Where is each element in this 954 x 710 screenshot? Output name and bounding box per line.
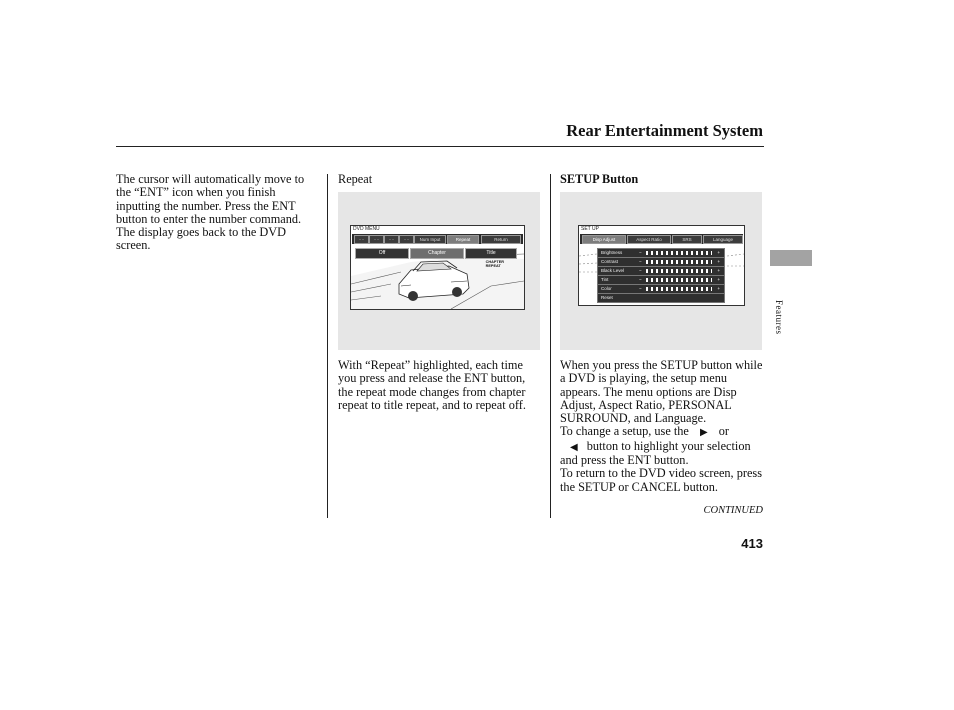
plus-icon[interactable]: + <box>717 268 720 273</box>
page-title: Rear Entertainment System <box>566 121 763 140</box>
chapter-repeat-indicator <box>486 260 504 268</box>
setup-description <box>560 359 770 494</box>
repeat-mode-row <box>355 248 517 259</box>
setup-title: SET UP <box>581 226 599 232</box>
level-bar <box>646 251 712 255</box>
return-button[interactable]: Return <box>481 235 521 244</box>
setup-toolbar <box>580 234 743 244</box>
repeat-screen-figure <box>338 192 540 350</box>
setup-button-heading: SETUP Button <box>560 172 639 186</box>
page-number: 413 <box>741 536 763 551</box>
level-bar <box>646 260 712 264</box>
setup-paragraph-1: When you press the SETUP button while a DVD is playing, the setup menu appears. The menu options are Disp Adjust, Aspect Ratio, PERSONAL SURROUND, and Language. <box>560 358 763 426</box>
repeat-chapter-option[interactable]: Chapter <box>410 248 464 259</box>
repeat-off-option[interactable]: Off <box>355 248 409 259</box>
setting-label: Tint <box>601 277 609 282</box>
dvd-dot-button-3[interactable]: ···· <box>384 235 399 244</box>
plus-icon[interactable]: + <box>717 277 720 282</box>
column-divider-1 <box>327 174 328 518</box>
num-input-button[interactable]: Num Input <box>414 235 446 244</box>
disp-adjust-tab[interactable]: Disp Adjust <box>582 235 626 244</box>
setup-menu-screen <box>578 225 745 306</box>
setup-p2-mid: or <box>718 424 730 439</box>
level-bar <box>646 278 712 282</box>
level-bar <box>646 287 712 291</box>
section-label: Features <box>774 300 784 335</box>
setup-p2-after: button to highlight your selection and press the ENT button. <box>560 438 751 468</box>
language-tab[interactable]: Language <box>703 235 743 244</box>
header-rule <box>116 146 764 147</box>
setting-label: Black Level <box>601 268 625 273</box>
left-triangle-icon: ◀ <box>570 441 578 453</box>
minus-icon[interactable]: − <box>639 259 642 264</box>
level-bar <box>646 269 712 273</box>
plus-icon[interactable]: + <box>717 250 720 255</box>
column-divider-2 <box>550 174 551 518</box>
minus-icon[interactable]: − <box>639 250 642 255</box>
chapter-repeat-line1: CHAPTER <box>485 260 504 264</box>
dvd-dot-button-2[interactable]: ···· <box>369 235 384 244</box>
continued-label: CONTINUED <box>703 505 763 516</box>
reset-row[interactable] <box>597 293 725 303</box>
repeat-paragraph: With “Repeat” highlighted, each time you press and release the ENT button, the repeat mode changes from chapter repeat to title repeat, and to repeat off. <box>338 358 526 412</box>
minus-icon[interactable]: − <box>639 268 642 273</box>
setting-label: Brightness <box>601 250 623 255</box>
repeat-heading: Repeat <box>338 172 373 186</box>
dvd-menu-toolbar <box>352 234 523 244</box>
setting-label: Contrast <box>601 259 619 264</box>
srs-tab[interactable]: SRS <box>672 235 702 244</box>
dvd-menu-screen <box>350 225 525 310</box>
minus-icon[interactable]: − <box>639 286 642 291</box>
repeat-button[interactable]: Repeat <box>447 235 479 244</box>
right-triangle-icon: ▶ <box>699 427 708 439</box>
section-tab <box>770 250 812 266</box>
minus-icon[interactable]: − <box>639 277 642 282</box>
setup-p2-before: To change a setup, use the <box>560 424 689 439</box>
setup-paragraph-2 <box>560 425 770 467</box>
plus-icon[interactable]: + <box>717 286 720 291</box>
dvd-dot-button-4[interactable]: ···· <box>399 235 414 244</box>
chapter-repeat-line2: REPEAT <box>485 264 501 268</box>
repeat-title-option[interactable]: Title <box>465 248 517 259</box>
dvd-dot-button-1[interactable]: ···· <box>354 235 369 244</box>
setting-label: Color <box>601 286 612 291</box>
col1-paragraph: The cursor will automatically move to the “ENT” icon when you finish inputting the number. Press the ENT button to enter the number command. The display goes back to the DVD screen. <box>116 172 305 253</box>
aspect-ratio-tab[interactable]: Aspect Ratio <box>627 235 671 244</box>
setup-screen-figure <box>560 192 762 350</box>
reset-label: Reset <box>601 295 613 300</box>
setup-paragraph-3: To return to the DVD video screen, press the SETUP or CANCEL button. <box>560 466 762 494</box>
plus-icon[interactable]: + <box>717 259 720 264</box>
dvd-menu-title: DVD MENU <box>353 226 380 232</box>
